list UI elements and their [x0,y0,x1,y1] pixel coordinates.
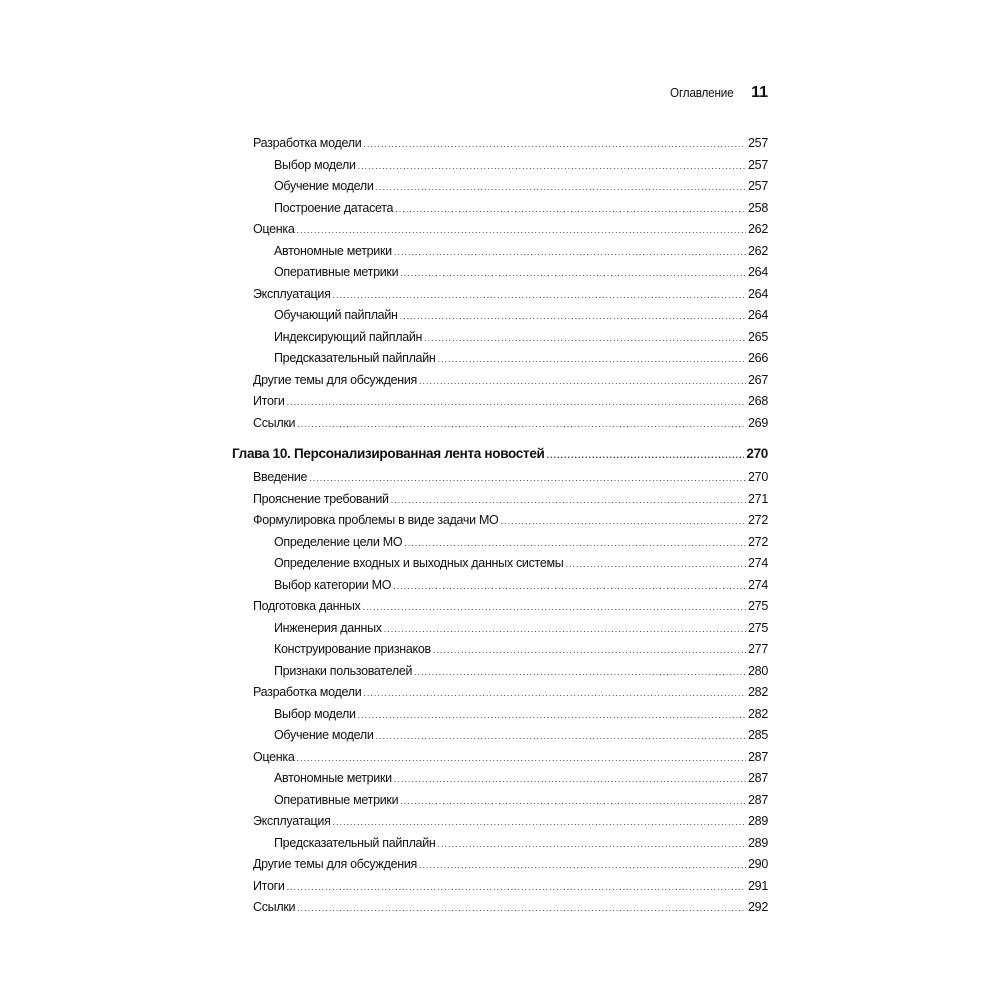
toc-entry[interactable] [232,330,768,352]
running-head-title: Оглавление [669,85,734,100]
toc-entry-page: 262 [748,243,768,258]
toc-entry[interactable] [232,814,768,836]
dot-leader [297,903,746,913]
toc-entry-page: 280 [748,663,768,678]
toc-entry[interactable] [232,750,768,772]
toc-entry[interactable] [232,578,768,600]
toc-entry-page: 272 [748,534,768,549]
toc-entry[interactable] [232,158,768,180]
dot-leader [358,161,746,171]
toc-entry[interactable] [232,621,768,643]
toc-entry[interactable] [232,373,768,395]
toc-entry-page: 285 [748,728,768,742]
dot-leader [391,495,746,505]
toc-entry-title: Эксплуатация [253,814,331,828]
dot-leader [358,710,746,720]
dot-leader [433,645,746,655]
toc-entry-page: 270 [748,470,768,484]
toc-entry-title: Введение [253,470,308,484]
dot-leader [297,753,747,763]
toc-entry-page: 264 [748,308,768,322]
toc-entry-title: Глава 10. Персонализированная лента новостей [232,446,545,461]
toc-entry[interactable] [232,136,768,158]
toc-entry-page: 287 [748,749,768,764]
toc-entry-title: Итоги [253,394,285,408]
toc-entry-title: Предсказательный пайплайн [274,835,436,850]
dot-leader [384,624,746,634]
dot-leader [297,419,746,429]
toc-entry-title: Обучающий пайплайн [274,308,398,322]
toc-entry-title: Выбор модели [274,157,356,172]
toc-entry-page: 274 [748,556,768,570]
toc-entry-title: Формулировка проблемы в виде задачи МО [253,513,499,527]
toc-entry[interactable] [232,836,768,858]
page-header [232,84,768,104]
dot-leader [501,516,747,526]
toc-entry-page: 292 [748,900,768,914]
toc-entry[interactable] [232,728,768,750]
toc-entry-page: 291 [748,878,768,893]
dot-leader [393,581,746,591]
toc-entry-page: 271 [748,491,768,506]
toc-entry-page: 267 [748,372,768,387]
dot-leader [414,667,746,677]
dot-leader [376,182,747,192]
toc-entry-page: 272 [748,513,768,527]
toc-entry-title: Автономные метрики [274,771,392,785]
toc-entry-title: Ссылки [253,415,296,430]
dot-leader [333,817,746,827]
toc-entry-title: Оценка [253,749,295,764]
dot-leader [363,139,746,149]
toc-entry-page: 266 [748,351,768,365]
toc-entry[interactable] [232,707,768,729]
toc-entry-page: 287 [748,792,768,807]
toc-entry-title: Обучение модели [274,179,374,193]
toc-entry-title: Прояснение требований [253,491,389,506]
toc-entry-title: Автономные метрики [274,243,392,258]
page-number: 11 [751,84,768,101]
toc-entry-title: Инженерия данных [274,620,382,635]
toc-entry-title: Оценка [253,222,295,236]
toc-entry-page: 289 [748,814,768,828]
toc-entry-title: Разработка модели [253,685,362,699]
toc-entry-page: 264 [748,286,768,301]
toc-entry[interactable] [232,664,768,686]
dot-leader [287,882,746,892]
toc-entry-title: Другие темы для обсуждения [253,857,417,871]
toc-entry[interactable] [232,513,768,535]
toc-entry[interactable] [232,308,768,330]
toc-entry[interactable] [232,222,768,244]
toc-entry-page: 274 [748,577,768,592]
toc-entry-page: 282 [748,706,768,721]
toc-entry[interactable] [232,351,768,373]
dot-leader [400,268,746,278]
toc-entry-page: 257 [748,157,768,172]
toc-entry[interactable] [232,900,768,922]
dot-leader [400,311,746,321]
toc-entry-title: Предсказательный пайплайн [274,351,436,365]
toc-entry-title: Построение датасета [274,200,394,215]
dot-leader [395,204,746,214]
toc-entry-page: 290 [748,857,768,871]
toc-entry-page: 269 [748,415,768,430]
toc-entry-page: 264 [748,265,768,279]
toc-entry-page: 275 [748,599,768,613]
dot-leader [404,538,746,548]
dot-leader [394,247,746,257]
dot-leader [394,774,746,784]
toc-entry-page: 268 [748,394,768,408]
toc-entry-title: Эксплуатация [253,286,331,301]
toc-entry[interactable] [232,599,768,621]
toc-entry[interactable] [232,179,768,201]
dot-leader [438,354,747,364]
dot-leader [362,602,746,612]
dot-leader [547,450,745,460]
dot-leader [287,397,746,407]
toc-entry-title: Определение цели МО [274,534,403,549]
toc-entry-title: Выбор модели [274,706,356,721]
toc-entry[interactable] [232,879,768,901]
dot-leader [438,839,747,849]
toc-entry[interactable] [232,771,768,793]
toc-entry[interactable] [232,857,768,879]
toc-entry-title: Итоги [253,878,285,893]
dot-leader [297,225,747,235]
dot-leader [419,860,746,870]
toc-entry-title: Другие темы для обсуждения [253,372,417,387]
toc-entry[interactable] [232,535,768,557]
toc-entry-title: Определение входных и выходных данных системы [274,556,564,570]
toc-entry-page: 265 [748,329,768,344]
toc-entry[interactable] [232,470,768,492]
toc-entry[interactable] [232,492,768,514]
toc-entry-title: Оперативные метрики [274,265,399,279]
toc-entry-title: Обучение модели [274,728,374,742]
toc-entry-page: 289 [748,835,768,850]
toc-entry-title: Конструирование признаков [274,642,431,656]
toc-entry-page: 258 [748,200,768,215]
toc-entry-page: 277 [748,642,768,656]
toc-entry-title: Подготовка данных [253,599,361,613]
toc-entry-page: 282 [748,685,768,699]
toc-entry-title: Разработка модели [253,136,362,150]
toc-entry-page: 257 [748,136,768,150]
toc-entry-title: Оперативные метрики [274,792,399,807]
dot-leader [419,376,746,386]
dot-leader [400,796,746,806]
toc-entry[interactable] [232,394,768,416]
toc-entry[interactable] [232,685,768,707]
toc-entry[interactable] [232,416,768,438]
toc-chapter-entry[interactable] [232,446,768,470]
toc-entry-page: 262 [748,222,768,236]
toc-entry-page: 275 [748,620,768,635]
toc-entry[interactable] [232,287,768,309]
toc-entry[interactable] [232,793,768,815]
toc-entry-page: 257 [748,179,768,193]
dot-leader [363,688,746,698]
toc-entry[interactable] [232,556,768,578]
table-of-contents [232,136,768,922]
dot-leader [424,333,746,343]
toc-entry[interactable] [232,244,768,266]
toc-entry-title: Признаки пользователей [274,663,413,678]
dot-leader [376,731,747,741]
dot-leader [565,559,746,569]
toc-entry[interactable] [232,265,768,287]
toc-entry-title: Выбор категории МО [274,577,392,592]
toc-entry-page: 270 [746,446,768,461]
toc-entry-title: Ссылки [253,900,296,914]
toc-entry-page: 287 [748,771,768,785]
dot-leader [333,290,746,300]
toc-entry-title: Индексирующий пайплайн [274,329,423,344]
toc-entry[interactable] [232,201,768,223]
dot-leader [309,473,746,483]
toc-entry[interactable] [232,642,768,664]
